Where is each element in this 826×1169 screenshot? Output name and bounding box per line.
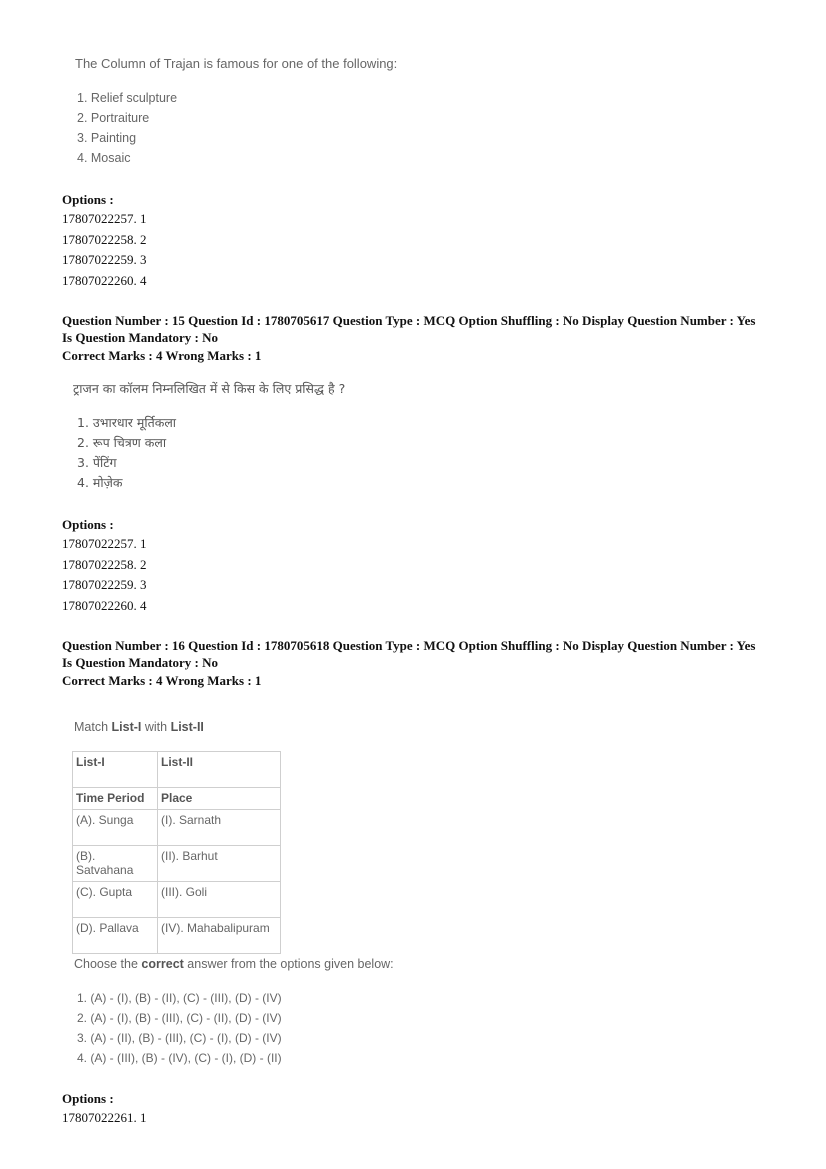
q16-meta bbox=[62, 638, 782, 690]
q16-choose-instruction bbox=[74, 957, 394, 971]
q16-options-label: Options : bbox=[62, 1091, 114, 1106]
q14-option-4: 17807022260. 4 bbox=[62, 272, 147, 288]
table-cell: (A). Sunga bbox=[73, 810, 158, 846]
table-header-list2: List-II bbox=[158, 752, 281, 788]
q14-question-text: The Column of Trajan is famous for one of the following: bbox=[75, 56, 398, 71]
q14-choice-1: 1. Relief sculpture bbox=[77, 91, 178, 105]
q16-match-instruction bbox=[74, 720, 204, 734]
q15-choice-3: 3. पेंटिंग bbox=[77, 455, 117, 470]
table-row bbox=[73, 846, 281, 882]
table-cell: (I). Sarnath bbox=[158, 810, 281, 846]
q14-option-1: 17807022257. 1 bbox=[62, 211, 147, 226]
q16-match-list2: List-II bbox=[170, 720, 204, 734]
q15-choice-2: 2. रूप चित्रण कला bbox=[77, 435, 167, 450]
q15-option-1: 17807022257. 1 bbox=[62, 536, 147, 551]
table-row bbox=[73, 918, 281, 954]
q16-choice-4: 4. (A) - (III), (B) - (IV), (C) - (I), (D) - (II) bbox=[77, 1051, 282, 1065]
q16-choose-suffix: answer from the options given below: bbox=[183, 957, 394, 971]
q14-choice-list bbox=[77, 88, 177, 168]
q15-meta-line3: Correct Marks : 4 Wrong Marks : 1 bbox=[62, 348, 262, 363]
q15-option-2: 17807022258. 2 bbox=[62, 556, 147, 572]
q14-options-label: Options : bbox=[62, 192, 114, 207]
q15-options-label: Options : bbox=[62, 517, 114, 532]
table-cell: (III). Goli bbox=[158, 882, 281, 918]
table-cell: (IV). Mahabalipuram bbox=[158, 918, 281, 954]
q16-options-list bbox=[62, 1108, 147, 1129]
q15-option-4: 17807022260. 4 bbox=[62, 597, 147, 613]
q15-meta-line1: Question Number : 15 Question Id : 1780705617 Question Type : MCQ Option Shuffling : No Display Question Number : Yes bbox=[62, 313, 756, 328]
q16-option-1: 17807022261. 1 bbox=[62, 1110, 147, 1125]
q15-choice-list bbox=[77, 413, 176, 493]
table-cell: (D). Pallava bbox=[73, 918, 158, 954]
q15-choice-4: 4. मोज़ेक bbox=[77, 475, 123, 490]
table-cell: (C). Gupta bbox=[73, 882, 158, 918]
q15-choice-1: 1. उभारधार मूर्तिकला bbox=[77, 415, 177, 430]
q16-choice-2: 2. (A) - (I), (B) - (III), (C) - (II), (D) - (IV) bbox=[77, 1011, 282, 1025]
table-subheader-time-period: Time Period bbox=[73, 788, 158, 810]
q14-choice-3: 3. Painting bbox=[77, 131, 137, 145]
q16-meta-line3: Correct Marks : 4 Wrong Marks : 1 bbox=[62, 673, 262, 688]
q15-options-list bbox=[62, 534, 147, 616]
table-row bbox=[73, 810, 281, 846]
q15-meta bbox=[62, 313, 782, 365]
q15-meta-line2: Is Question Mandatory : No bbox=[62, 329, 219, 345]
q14-choice-2: 2. Portraiture bbox=[77, 111, 150, 125]
table-subheader-place: Place bbox=[158, 788, 281, 810]
q14-options-list bbox=[62, 209, 147, 291]
q16-match-table bbox=[72, 751, 281, 954]
table-header-row bbox=[73, 752, 281, 788]
table-row bbox=[73, 882, 281, 918]
table-cell: (B). Satvahana bbox=[73, 846, 158, 882]
table-header-list1: List-I bbox=[73, 752, 158, 788]
q14-choice-4: 4. Mosaic bbox=[77, 151, 131, 165]
table-subheader-row bbox=[73, 788, 281, 810]
q16-choose-bold: correct bbox=[141, 957, 184, 971]
q14-option-2: 17807022258. 2 bbox=[62, 231, 147, 247]
q16-meta-line1: Question Number : 16 Question Id : 1780705618 Question Type : MCQ Option Shuffling : No Display Question Number : Yes bbox=[62, 638, 756, 653]
q16-meta-line2: Is Question Mandatory : No bbox=[62, 654, 219, 670]
q16-choose-prefix: Choose the bbox=[74, 957, 142, 971]
q16-choice-list bbox=[77, 988, 282, 1068]
q16-choice-1: 1. (A) - (I), (B) - (II), (C) - (III), (D) - (IV) bbox=[77, 991, 282, 1005]
q16-match-list1: List-I bbox=[111, 720, 142, 734]
table-cell: (II). Barhut bbox=[158, 846, 281, 882]
q15-question-text: ट्राजन का कॉलम निम्नलिखित में से किस के लिए प्रसिद्ध है ? bbox=[73, 381, 346, 396]
q16-choice-3: 3. (A) - (II), (B) - (III), (C) - (I), (D) - (IV) bbox=[77, 1031, 282, 1045]
q15-option-3: 17807022259. 3 bbox=[62, 577, 147, 592]
q16-match-with: with bbox=[141, 720, 171, 734]
q16-match-prefix: Match bbox=[74, 720, 112, 734]
q14-option-3: 17807022259. 3 bbox=[62, 252, 147, 267]
